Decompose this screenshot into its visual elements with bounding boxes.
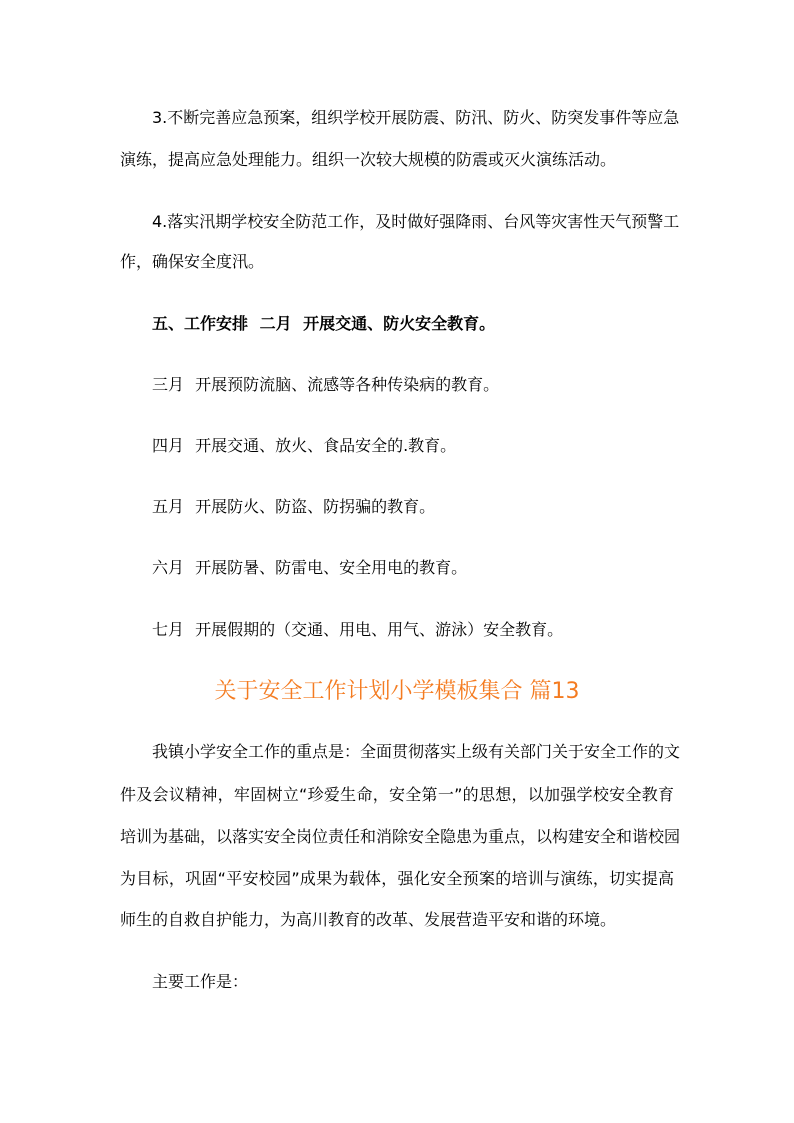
item4-line-2: 作，确保安全度汛。 — [120, 252, 265, 271]
schedule-item-march: 三月 开展预防流脑、流感等各种传染病的教育。 — [152, 375, 500, 394]
intro-line-1: 我镇小学安全工作的重点是：全面贯彻落实上级有关部门关于安全工作的文 — [152, 742, 681, 761]
section5-heading: 五、工作安排 二月 开展交通、防火安全教育。 — [152, 314, 496, 333]
schedule-item-april: 四月 开展交通、放火、食品安全的.教育。 — [152, 436, 457, 455]
article-title: 关于安全工作计划小学模板集合 篇13 — [214, 679, 580, 704]
intro-line-5: 师生的自救自护能力，为高川教育的改革、发展营造平安和谐的环境。 — [120, 910, 617, 929]
schedule-item-may: 五月 开展防火、防盗、防拐骗的教育。 — [152, 497, 436, 516]
schedule-item-july: 七月 开展假期的（交通、用电、用气、游泳）安全教育。 — [152, 620, 564, 639]
item4-line-1: 4.落实汛期学校安全防范工作，及时做好强降雨、台风等灾害性天气预警工 — [152, 212, 680, 231]
intro-line-2: 件及会议精神，牢固树立“珍爱生命，安全第一”的思想，以加强学校安全教育 — [120, 785, 674, 804]
intro-line-3: 培训为基础，以落实安全岗位责任和消除安全隐患为重点，以构建安全和谐校园 — [120, 827, 681, 846]
item3-line-1: 3.不断完善应急预案，组织学校开展防震、防汛、防火、防突发事件等应急 — [152, 108, 680, 127]
intro-line-4: 为目标，巩固“平安校园”成果为载体，强化安全预案的培训与演练，切实提高 — [120, 869, 674, 888]
main-tasks-label: 主要工作是： — [152, 972, 249, 991]
item3-line-2: 演练，提高应急处理能力。组织一次较大规模的防震或灭火演练活动。 — [120, 150, 617, 169]
schedule-item-june: 六月 开展防暑、防雷电、安全用电的教育。 — [152, 558, 468, 577]
